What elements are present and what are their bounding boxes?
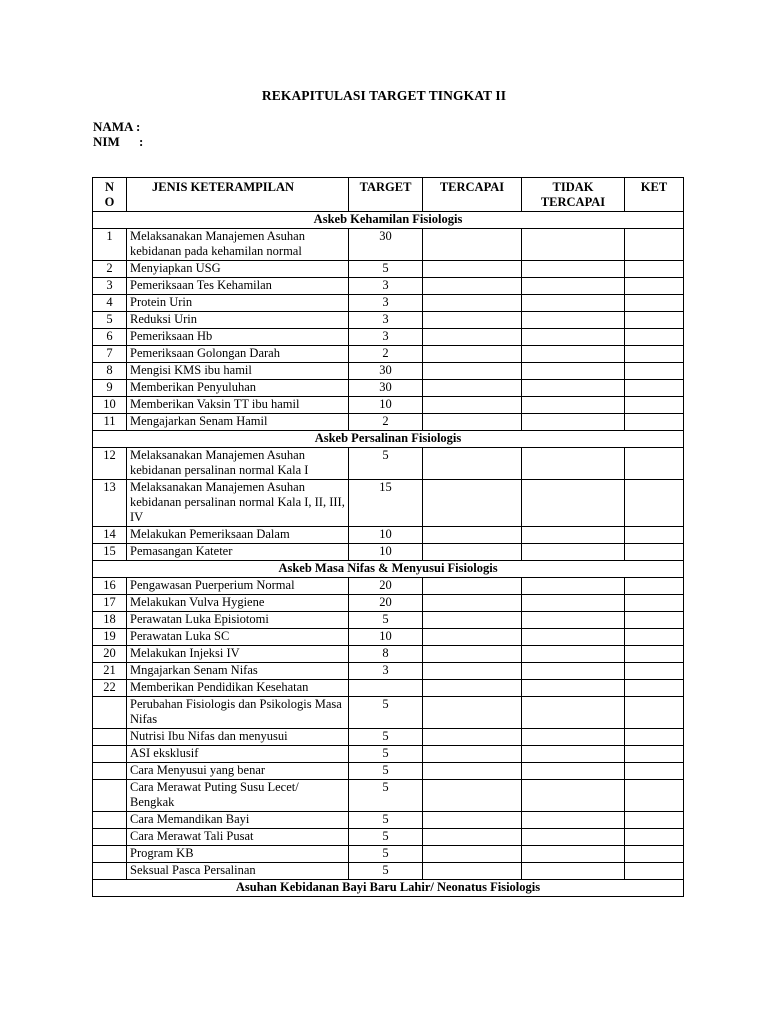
nama-label: NAMA :: [93, 119, 141, 134]
header-target: TARGET: [349, 178, 423, 212]
row-target: 10: [349, 629, 423, 646]
row-no: 13: [93, 480, 127, 527]
row-ket: [625, 763, 684, 780]
row-jenis: Perawatan Luka SC: [127, 629, 349, 646]
row-no: 19: [93, 629, 127, 646]
table-row: [93, 729, 684, 746]
header-row: [93, 178, 684, 212]
table-row: [93, 448, 684, 480]
table-row: [93, 863, 684, 880]
row-target: 3: [349, 312, 423, 329]
row-target: 8: [349, 646, 423, 663]
table-row: [93, 397, 684, 414]
row-ket: [625, 829, 684, 846]
section-row: [93, 431, 684, 448]
row-ket: [625, 363, 684, 380]
row-ket: [625, 629, 684, 646]
row-no: [93, 812, 127, 829]
table-row: [93, 380, 684, 397]
row-target: 5: [349, 763, 423, 780]
header-no-l2: O: [104, 195, 115, 209]
row-tercapai: [423, 544, 522, 561]
row-tidak-tercapai: [522, 812, 625, 829]
row-ket: [625, 697, 684, 729]
row-no: 5: [93, 312, 127, 329]
table-row: [93, 680, 684, 697]
table-row: [93, 829, 684, 846]
row-tidak-tercapai: [522, 329, 625, 346]
row-tercapai: [423, 397, 522, 414]
row-no: 1: [93, 229, 127, 261]
row-target: 5: [349, 863, 423, 880]
row-ket: [625, 480, 684, 527]
row-no: 2: [93, 261, 127, 278]
nim-label: NIM: [93, 134, 120, 149]
row-no: [93, 763, 127, 780]
row-jenis: Melaksanakan Manajemen Asuhan kebidanan persalinan normal Kala I: [127, 448, 349, 480]
row-tercapai: [423, 578, 522, 595]
row-target: 5: [349, 612, 423, 629]
row-jenis: Mngajarkan Senam Nifas: [127, 663, 349, 680]
row-target: 2: [349, 346, 423, 363]
row-tercapai: [423, 527, 522, 544]
row-tidak-tercapai: [522, 646, 625, 663]
row-tercapai: [423, 295, 522, 312]
row-jenis: Cara Merawat Puting Susu Lecet/ Bengkak: [127, 780, 349, 812]
row-tercapai: [423, 746, 522, 763]
row-tercapai: [423, 448, 522, 480]
row-jenis: Pengawasan Puerperium Normal: [127, 578, 349, 595]
table-row: [93, 846, 684, 863]
row-target: 5: [349, 448, 423, 480]
row-tercapai: [423, 261, 522, 278]
nim-colon: :: [139, 134, 144, 149]
row-no: 20: [93, 646, 127, 663]
row-tidak-tercapai: [522, 829, 625, 846]
row-ket: [625, 595, 684, 612]
row-target: 5: [349, 780, 423, 812]
row-no: 17: [93, 595, 127, 612]
row-tidak-tercapai: [522, 612, 625, 629]
section-title: Askeb Masa Nifas & Menyusui Fisiologis: [93, 561, 684, 578]
row-target: 5: [349, 729, 423, 746]
row-tidak-tercapai: [522, 595, 625, 612]
row-tidak-tercapai: [522, 363, 625, 380]
row-tidak-tercapai: [522, 261, 625, 278]
row-tercapai: [423, 612, 522, 629]
row-ket: [625, 746, 684, 763]
row-tidak-tercapai: [522, 846, 625, 863]
row-tercapai: [423, 312, 522, 329]
row-jenis: Cara Menyusui yang benar: [127, 763, 349, 780]
header-tercapai: TERCAPAI: [423, 178, 522, 212]
row-ket: [625, 261, 684, 278]
row-no: [93, 780, 127, 812]
row-tidak-tercapai: [522, 480, 625, 527]
row-tidak-tercapai: [522, 629, 625, 646]
row-target: 5: [349, 697, 423, 729]
row-tercapai: [423, 663, 522, 680]
table-row: [93, 763, 684, 780]
row-ket: [625, 295, 684, 312]
table-row: [93, 312, 684, 329]
header-ket: KET: [625, 178, 684, 212]
row-tercapai: [423, 229, 522, 261]
row-tidak-tercapai: [522, 527, 625, 544]
row-jenis: Memberikan Penyuluhan: [127, 380, 349, 397]
row-target: 30: [349, 380, 423, 397]
row-tidak-tercapai: [522, 780, 625, 812]
row-tercapai: [423, 829, 522, 846]
table-row: [93, 278, 684, 295]
row-tidak-tercapai: [522, 346, 625, 363]
row-target: 30: [349, 229, 423, 261]
row-tidak-tercapai: [522, 229, 625, 261]
row-tercapai: [423, 812, 522, 829]
row-ket: [625, 397, 684, 414]
row-tercapai: [423, 278, 522, 295]
row-no: [93, 729, 127, 746]
row-no: 3: [93, 278, 127, 295]
row-ket: [625, 780, 684, 812]
row-tercapai: [423, 646, 522, 663]
row-target: 30: [349, 363, 423, 380]
row-tidak-tercapai: [522, 312, 625, 329]
row-jenis: Mengisi KMS ibu hamil: [127, 363, 349, 380]
row-target: 10: [349, 544, 423, 561]
row-jenis: Protein Urin: [127, 295, 349, 312]
row-ket: [625, 527, 684, 544]
row-tercapai: [423, 863, 522, 880]
row-tercapai: [423, 414, 522, 431]
row-ket: [625, 846, 684, 863]
row-no: 16: [93, 578, 127, 595]
table-row: [93, 578, 684, 595]
row-tidak-tercapai: [522, 578, 625, 595]
header-no: [93, 178, 127, 212]
table-row: [93, 812, 684, 829]
row-jenis: ASI eksklusif: [127, 746, 349, 763]
row-jenis: Melaksanakan Manajemen Asuhan kebidanan pada kehamilan normal: [127, 229, 349, 261]
row-target: 5: [349, 829, 423, 846]
row-tercapai: [423, 380, 522, 397]
header-tidak-tercapai: [522, 178, 625, 212]
row-target: 5: [349, 846, 423, 863]
row-ket: [625, 729, 684, 746]
row-jenis: Cara Merawat Tali Pusat: [127, 829, 349, 846]
row-ket: [625, 863, 684, 880]
row-no: 21: [93, 663, 127, 680]
row-tidak-tercapai: [522, 295, 625, 312]
row-jenis: Melakukan Pemeriksaan Dalam: [127, 527, 349, 544]
row-jenis: Melaksanakan Manajemen Asuhan kebidanan persalinan normal Kala I, II, III, IV: [127, 480, 349, 527]
table-row: [93, 295, 684, 312]
row-jenis: Memberikan Vaksin TT ibu hamil: [127, 397, 349, 414]
row-no: 22: [93, 680, 127, 697]
row-no: 10: [93, 397, 127, 414]
row-jenis: Cara Memandikan Bayi: [127, 812, 349, 829]
row-tercapai: [423, 346, 522, 363]
row-target: 3: [349, 663, 423, 680]
table-row: [93, 527, 684, 544]
row-no: 11: [93, 414, 127, 431]
row-ket: [625, 448, 684, 480]
row-tercapai: [423, 595, 522, 612]
row-ket: [625, 312, 684, 329]
header-no-l1: N: [104, 180, 115, 194]
row-jenis: Perawatan Luka Episiotomi: [127, 612, 349, 629]
row-ket: [625, 329, 684, 346]
row-tercapai: [423, 697, 522, 729]
row-no: 8: [93, 363, 127, 380]
row-tidak-tercapai: [522, 380, 625, 397]
row-tidak-tercapai: [522, 397, 625, 414]
row-jenis: Perubahan Fisiologis dan Psikologis Masa Nifas: [127, 697, 349, 729]
row-ket: [625, 278, 684, 295]
row-tercapai: [423, 629, 522, 646]
row-tercapai: [423, 329, 522, 346]
table-row: [93, 697, 684, 729]
row-tidak-tercapai: [522, 746, 625, 763]
row-tidak-tercapai: [522, 763, 625, 780]
header-jenis: JENIS KETERAMPILAN: [127, 178, 349, 212]
row-tidak-tercapai: [522, 663, 625, 680]
table-row: [93, 646, 684, 663]
row-ket: [625, 578, 684, 595]
row-target: 3: [349, 278, 423, 295]
recap-table: [92, 177, 684, 897]
row-no: [93, 846, 127, 863]
nama-field: [93, 119, 140, 135]
row-ket: [625, 346, 684, 363]
row-jenis: Melakukan Injeksi IV: [127, 646, 349, 663]
section-title: Askeb Kehamilan Fisiologis: [93, 212, 684, 229]
table-row: [93, 363, 684, 380]
row-target: 2: [349, 414, 423, 431]
row-target: 5: [349, 812, 423, 829]
row-jenis: Nutrisi Ibu Nifas dan menyusui: [127, 729, 349, 746]
row-target: 10: [349, 397, 423, 414]
section-row: [93, 212, 684, 229]
table-row: [93, 261, 684, 278]
row-jenis: Seksual Pasca Persalinan: [127, 863, 349, 880]
table-row: [93, 229, 684, 261]
row-ket: [625, 663, 684, 680]
row-no: 9: [93, 380, 127, 397]
table-row: [93, 544, 684, 561]
section-row: [93, 561, 684, 578]
table-row: [93, 414, 684, 431]
row-jenis: Program KB: [127, 846, 349, 863]
table-row: [93, 663, 684, 680]
nim-field: [93, 134, 143, 150]
table-row: [93, 329, 684, 346]
row-target: 20: [349, 578, 423, 595]
row-target: 3: [349, 295, 423, 312]
row-tidak-tercapai: [522, 729, 625, 746]
section-row: [93, 880, 684, 897]
row-ket: [625, 414, 684, 431]
row-target: 5: [349, 261, 423, 278]
row-no: [93, 746, 127, 763]
row-no: 15: [93, 544, 127, 561]
row-jenis: Pemasangan Kateter: [127, 544, 349, 561]
row-tercapai: [423, 363, 522, 380]
section-title: Askeb Persalinan Fisiologis: [93, 431, 684, 448]
row-jenis: Memberikan Pendidikan Kesehatan: [127, 680, 349, 697]
row-tercapai: [423, 846, 522, 863]
table-row: [93, 595, 684, 612]
row-no: [93, 863, 127, 880]
row-target: 20: [349, 595, 423, 612]
row-tercapai: [423, 680, 522, 697]
row-target: 5: [349, 746, 423, 763]
row-no: 6: [93, 329, 127, 346]
row-jenis: Melakukan Vulva Hygiene: [127, 595, 349, 612]
table-row: [93, 780, 684, 812]
row-ket: [625, 380, 684, 397]
row-tercapai: [423, 763, 522, 780]
row-jenis: Pemeriksaan Hb: [127, 329, 349, 346]
row-ket: [625, 680, 684, 697]
row-jenis: Mengajarkan Senam Hamil: [127, 414, 349, 431]
table-row: [93, 746, 684, 763]
row-no: [93, 697, 127, 729]
row-no: [93, 829, 127, 846]
row-no: 12: [93, 448, 127, 480]
row-no: 7: [93, 346, 127, 363]
row-tidak-tercapai: [522, 863, 625, 880]
row-ket: [625, 229, 684, 261]
row-no: 14: [93, 527, 127, 544]
row-tidak-tercapai: [522, 544, 625, 561]
row-ket: [625, 646, 684, 663]
row-target: 10: [349, 527, 423, 544]
row-tidak-tercapai: [522, 448, 625, 480]
row-tercapai: [423, 480, 522, 527]
row-tidak-tercapai: [522, 278, 625, 295]
row-no: 18: [93, 612, 127, 629]
page-title: REKAPITULASI TARGET TINGKAT II: [261, 88, 507, 103]
header-tidak-l1: TIDAK: [552, 180, 594, 194]
table-row: [93, 346, 684, 363]
table-row: [93, 480, 684, 527]
row-target: 15: [349, 480, 423, 527]
table-row: [93, 612, 684, 629]
row-jenis: Pemeriksaan Golongan Darah: [127, 346, 349, 363]
row-jenis: Reduksi Urin: [127, 312, 349, 329]
row-jenis: Pemeriksaan Tes Kehamilan: [127, 278, 349, 295]
row-tercapai: [423, 780, 522, 812]
row-tidak-tercapai: [522, 680, 625, 697]
row-no: 4: [93, 295, 127, 312]
row-jenis: Menyiapkan USG: [127, 261, 349, 278]
row-target: 3: [349, 329, 423, 346]
row-tercapai: [423, 729, 522, 746]
row-tidak-tercapai: [522, 697, 625, 729]
section-title: Asuhan Kebidanan Bayi Baru Lahir/ Neonatus Fisiologis: [93, 880, 684, 897]
row-ket: [625, 812, 684, 829]
row-ket: [625, 612, 684, 629]
row-target: [349, 680, 423, 697]
row-tidak-tercapai: [522, 414, 625, 431]
header-tidak-l2: TERCAPAI: [540, 195, 606, 209]
table-body: [93, 212, 684, 897]
row-ket: [625, 544, 684, 561]
table-row: [93, 629, 684, 646]
